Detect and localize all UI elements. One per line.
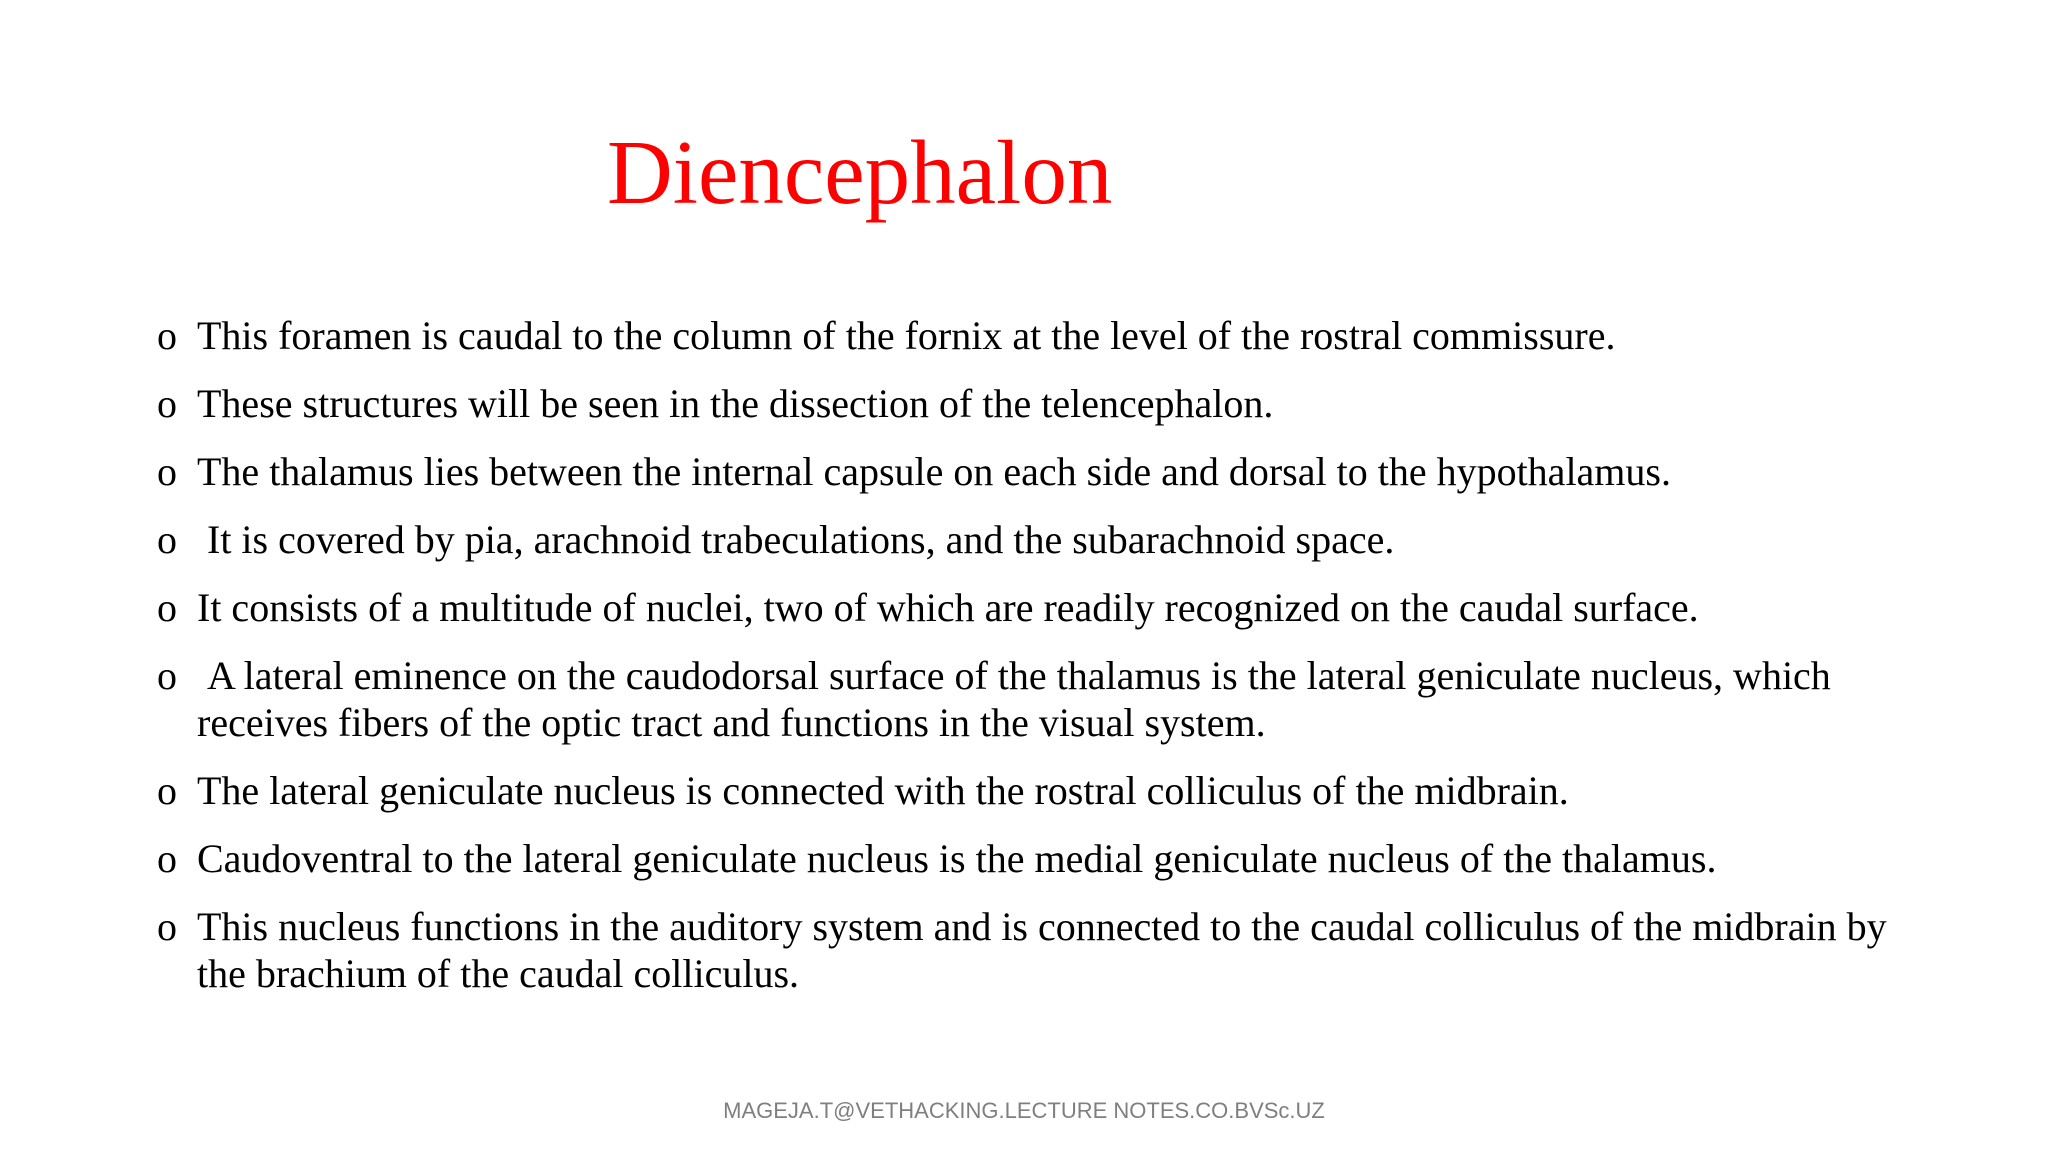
bullet-marker-icon: o (157, 381, 177, 426)
footer-credit: MAGEJA.T@VETHACKING.LECTURE NOTES.CO.BVSc.UZ (723, 1098, 1325, 1123)
bullet-marker-icon: o (157, 585, 177, 630)
list-item (157, 903, 1917, 997)
list-item (157, 312, 1917, 359)
bullet-text: These structures will be seen in the dissection of the telencephalon. (197, 381, 1274, 426)
bullet-marker-icon: o (157, 517, 177, 562)
bullet-text: It is covered by pia, arachnoid trabeculations, and the subarachnoid space. (197, 517, 1395, 562)
list-item (157, 767, 1917, 814)
list-item (157, 516, 1917, 563)
bullet-marker-icon: o (157, 449, 177, 494)
list-item (157, 448, 1917, 495)
slide-title: Diencephalon (607, 122, 1113, 223)
bullet-text: A lateral eminence on the caudodorsal surface of the thalamus is the lateral geniculate nucleus, which receives fibers of the optic tract and functions in the visual system. (197, 653, 1841, 745)
bullet-text: This foramen is caudal to the column of the fornix at the level of the rostral commissure. (197, 313, 1616, 358)
bullet-list (157, 312, 1917, 1018)
bullet-text: The thalamus lies between the internal capsule on each side and dorsal to the hypothalamus. (197, 449, 1671, 494)
bullet-text: This nucleus functions in the auditory system and is connected to the caudal colliculus of the midbrain by the brachium of the caudal colliculus. (197, 904, 1887, 996)
list-item (157, 584, 1917, 631)
bullet-marker-icon: o (157, 768, 177, 813)
bullet-marker-icon: o (157, 653, 177, 698)
list-item (157, 652, 1917, 746)
list-item (157, 835, 1917, 882)
bullet-marker-icon: o (157, 313, 177, 358)
bullet-text: Caudoventral to the lateral geniculate nucleus is the medial geniculate nucleus of the thalamus. (197, 836, 1717, 881)
bullet-marker-icon: o (157, 836, 177, 881)
list-item (157, 380, 1917, 427)
bullet-marker-icon: o (157, 904, 177, 949)
bullet-text: It consists of a multitude of nuclei, two of which are readily recognized on the caudal surface. (197, 585, 1699, 630)
bullet-text: The lateral geniculate nucleus is connected with the rostral colliculus of the midbrain. (197, 768, 1569, 813)
